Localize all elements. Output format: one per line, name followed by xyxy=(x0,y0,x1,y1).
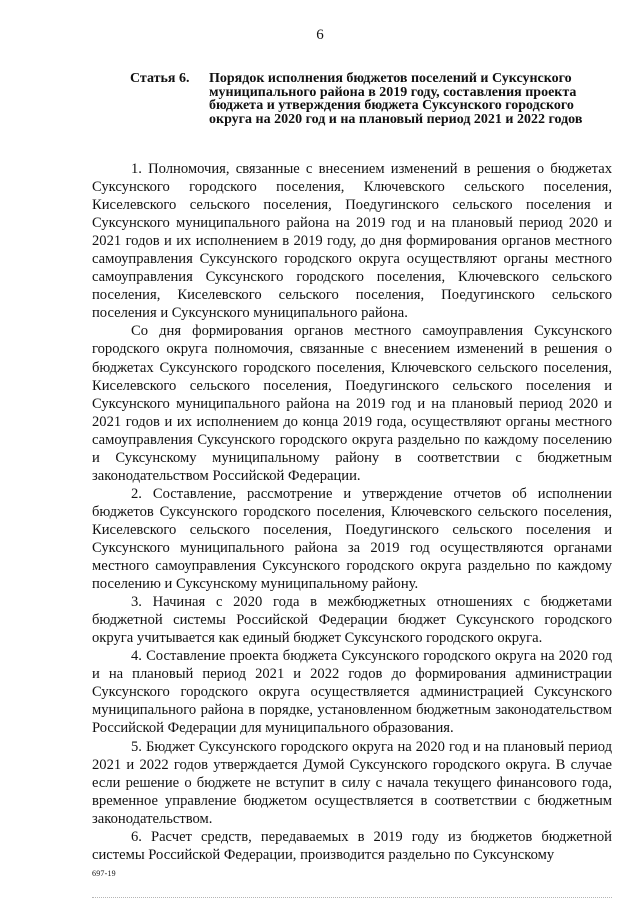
paragraph-6: 6. Расчет средств, передаваемых в 2019 году из бюджетов бюджетной системы Российской Федерации, производится раздельно по Суксунскому xyxy=(92,828,612,863)
article-heading xyxy=(130,72,600,126)
page-number: 6 xyxy=(316,27,324,43)
paragraph-1-continuation: Со дня формирования органов местного самоуправления Суксунского городского округа полномочия, связанные с внесением изменений в решения о бюджетах Суксунского городского поселения, Ключевского сельского поселения, Киселевского сельского поселения, Поедугинского сельского поселения и Суксунского муниципального района на 2019 год и на плановый период 2020 и 2021 годов и их исполнением до конца 2019 года, осуществляют органы местного самоуправления Суксунского городского округа раздельно по каждому поселению и Суксунскому муниципальному району в соответствии с бюджетным законодательством Российской Федерации. xyxy=(92,323,612,484)
article-label: Статья 6. xyxy=(130,71,190,86)
paragraph-3: 3. Начиная с 2020 года в межбюджетных отношениях с бюджетами бюджетной системы Российской Федерации бюджет Суксунского городского округа учитывается как единый бюджет Суксунского городского округа. xyxy=(92,594,612,647)
document-code: 697-19 xyxy=(92,869,116,878)
paragraph-1: 1. Полномочия, связанные с внесением изменений в решения о бюджетах Суксунского городского поселения, Ключевского сельского поселения, Киселевского сельского поселения, Поедугинского сельского поселения и Суксунского муниципального района на 2019 год и на плановый период 2020 и 2021 годов и их исполнением в 2019 году, до дня формирования органов местного самоуправления Суксунского городского округа осуществляют органы местного самоуправления Суксунского городского поселения, Ключевского сельского поселения, Киселевского сельского поселения, Поедугинского сельского поселения и Суксунского муниципального района. xyxy=(92,161,612,322)
article-title: Порядок исполнения бюджетов поселений и Суксунского муниципального района в 2019 году, составления проекта бюджета и утверждения бюджета Суксунского городского округа на 2020 год и на плановый период 2021 и 2022 годов xyxy=(209,71,583,127)
paragraph-5: 5. Бюджет Суксунского городского округа на 2020 год и на плановый период 2021 и 2022 годов утверждается Думой Суксунского городского округа. В случае если решение о бюджете не вступит в силу с начала текущего финансового года, временное управление бюджетом осуществляется в соответствии с бюджетным законодательством. xyxy=(92,738,612,827)
bottom-rule xyxy=(92,897,612,898)
paragraph-4: 4. Составление проекта бюджета Суксунского городского округа на 2020 год и на плановый период 2021 и 2022 годов до формирования администрации Суксунского городского округа осуществляется администрацией Суксунского муниципального района в порядке, установленном бюджетным законодательством Российской Федерации для муниципального образования. xyxy=(92,648,612,737)
paragraph-2: 2. Составление, рассмотрение и утверждение отчетов об исполнении бюджетов Суксунского городского поселения, Ключевского сельского поселения, Киселевского сельского поселения, Поедугинского сельского поселения и Суксунского муниципального района за 2019 год осуществляются органами местного самоуправления Суксунского городского округа раздельно по каждому поселению и Суксунскому муниципальному району. xyxy=(92,485,612,593)
article-body xyxy=(92,160,612,864)
